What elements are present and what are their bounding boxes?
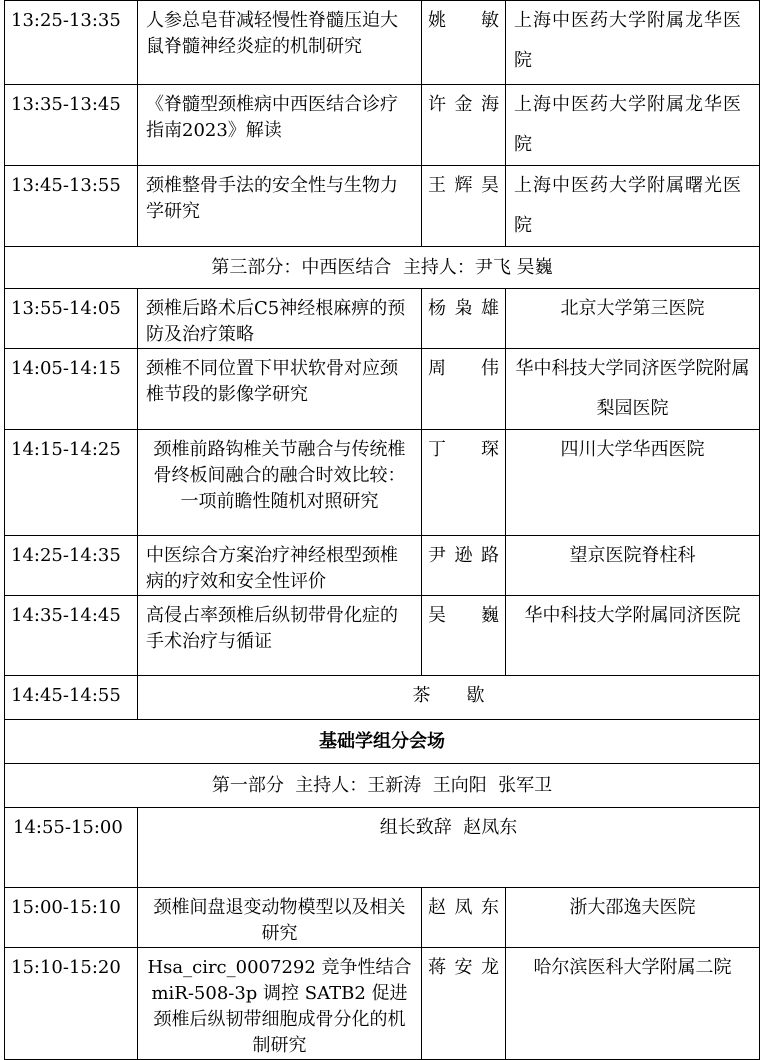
title-cell: 颈椎前路钩椎关节融合与传统椎骨终板间融合的融合时效比较：一项前瞻性随机对照研究 xyxy=(138,430,422,536)
institution-cell: 浙大邵逸夫医院 xyxy=(506,888,760,948)
speaker-cell: 许金海 xyxy=(422,85,506,166)
speaker-cell: 蒋安龙 xyxy=(422,948,506,1060)
speaker-cell: 姚 敏 xyxy=(422,1,506,85)
group-row xyxy=(5,720,760,764)
section-row xyxy=(5,247,760,289)
title-cell: 颈椎整骨手法的安全性与生物力学研究 xyxy=(138,166,422,247)
time-cell: 15:00-15:10 xyxy=(5,888,138,948)
title-cell: 颈椎间盘退变动物模型以及相关研究 xyxy=(138,888,422,948)
time-cell: 14:55-15:00 xyxy=(5,808,138,888)
institution-cell: 哈尔滨医科大学附属二院 xyxy=(506,948,760,1060)
schedule-table xyxy=(4,0,760,1060)
table-row xyxy=(5,596,760,676)
institution-cell: 华中科技大学同济医学院附属梨园医院 xyxy=(506,349,760,430)
institution-cell: 上海中医药大学附属龙华医院 xyxy=(506,1,760,85)
title-cell: 颈椎不同位置下甲状软骨对应颈椎节段的影像学研究 xyxy=(138,349,422,430)
institution-cell: 上海中医药大学附属曙光医院 xyxy=(506,166,760,247)
table-row xyxy=(5,808,760,888)
time-cell: 13:35-13:45 xyxy=(5,85,138,166)
time-cell: 14:05-14:15 xyxy=(5,349,138,430)
time-cell: 15:10-15:20 xyxy=(5,948,138,1060)
speaker-cell: 周 伟 xyxy=(422,349,506,430)
table-row xyxy=(5,430,760,536)
institution-cell: 华中科技大学附属同济医院 xyxy=(506,596,760,676)
institution-cell: 上海中医药大学附属龙华医院 xyxy=(506,85,760,166)
section-header: 第一部分 主持人：王新涛 王向阳 张军卫 xyxy=(5,764,760,808)
institution-cell: 北京大学第三医院 xyxy=(506,289,760,349)
table-row xyxy=(5,536,760,596)
title-cell: 人参总皂苷减轻慢性脊髓压迫大鼠脊髓神经炎症的机制研究 xyxy=(138,1,422,85)
table-row xyxy=(5,676,760,720)
table-row xyxy=(5,1,760,85)
table-row xyxy=(5,349,760,430)
time-cell: 14:15-14:25 xyxy=(5,430,138,536)
table-row xyxy=(5,888,760,948)
time-cell: 13:45-13:55 xyxy=(5,166,138,247)
speaker-cell: 吴 巍 xyxy=(422,596,506,676)
time-cell: 14:35-14:45 xyxy=(5,596,138,676)
speaker-cell: 王辉昊 xyxy=(422,166,506,247)
time-cell: 14:25-14:35 xyxy=(5,536,138,596)
table-row xyxy=(5,948,760,1060)
institution-cell: 四川大学华西医院 xyxy=(506,430,760,536)
time-cell: 13:25-13:35 xyxy=(5,1,138,85)
table-row xyxy=(5,85,760,166)
table-row xyxy=(5,166,760,247)
time-cell: 14:45-14:55 xyxy=(5,676,138,720)
time-cell: 13:55-14:05 xyxy=(5,289,138,349)
table-row xyxy=(5,289,760,349)
title-cell: 高侵占率颈椎后纵韧带骨化症的手术治疗与循证 xyxy=(138,596,422,676)
title-cell: 中医综合方案治疗神经根型颈椎病的疗效和安全性评价 xyxy=(138,536,422,596)
group-header: 基础学组分会场 xyxy=(5,720,760,764)
title-cell: 《脊髓型颈椎病中西医结合诊疗指南2023》解读 xyxy=(138,85,422,166)
title-cell: Hsa_circ_0007292 竞争性结合 miR-508-3p 调控 SATB2 促进颈椎后纵韧带细胞成骨分化的机制研究 xyxy=(138,948,422,1060)
speaker-cell: 尹逊路 xyxy=(422,536,506,596)
section-row xyxy=(5,764,760,808)
speaker-cell: 杨枭雄 xyxy=(422,289,506,349)
speaker-cell: 赵凤东 xyxy=(422,888,506,948)
section-header: 第三部分：中西医结合 主持人：尹飞 吴巍 xyxy=(5,247,760,289)
break-cell: 茶 歇 xyxy=(138,676,760,720)
institution-cell: 望京医院脊柱科 xyxy=(506,536,760,596)
title-cell: 颈椎后路术后C5神经根麻痹的预防及治疗策略 xyxy=(138,289,422,349)
speaker-cell: 丁 琛 xyxy=(422,430,506,536)
opening-remarks-cell: 组长致辞 赵凤东 xyxy=(138,808,760,888)
